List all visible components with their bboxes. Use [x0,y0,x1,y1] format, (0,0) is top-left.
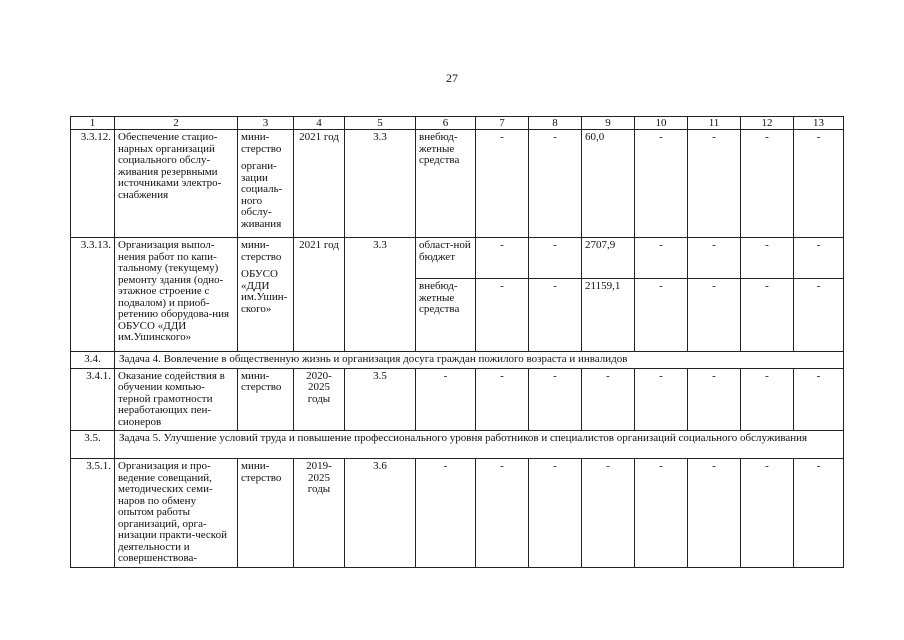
value-cell: - [476,130,529,238]
executor-cell [238,238,294,352]
item-number: 3.3.12. [71,130,115,238]
column-number: 5 [345,117,416,130]
value-cell: - [794,459,844,568]
activity-name: Обеспечение стацио-нарных организаций социального обслу-живания резервными источниками электро-снабжения [115,130,238,238]
value-cell: 2707,9 [582,238,635,279]
value-cell: - [529,368,582,431]
value-cell: - [741,459,794,568]
page-number: 27 [446,71,458,85]
executor-cell [238,130,294,238]
column-number: 8 [529,117,582,130]
executor-ministry: мини-стерство [241,131,282,155]
value-cell: - [741,279,794,352]
funding-source: област-ной бюджет [416,238,476,279]
task-number: 3.4. [71,352,115,369]
program-activities-table [70,116,844,568]
value-cell: - [794,279,844,352]
value-cell: - [635,238,688,279]
executor-ministry: мини-стерство [238,368,294,431]
value-cell: - [794,130,844,238]
task-row [71,352,844,369]
value-cell: - [476,459,529,568]
value-cell: - [635,130,688,238]
table-row [71,130,844,238]
executor-ministry: мини-стерство [241,239,282,263]
activity-name: Оказание содействия в обучении компью-терной грамотности неработающих пен-сионеров [115,368,238,431]
value-cell: - [741,368,794,431]
table-row [71,459,844,568]
value-cell: - [476,238,529,279]
period: 2020-2025 годы [294,368,345,431]
indicator: 3.3 [345,238,416,352]
task-row [71,431,844,459]
column-number: 7 [476,117,529,130]
value-cell: - [582,368,635,431]
value-cell: - [635,459,688,568]
value-cell: - [794,238,844,279]
item-number: 3.5.1. [71,459,115,568]
value-cell: - [741,238,794,279]
value-cell: - [529,238,582,279]
column-number: 13 [794,117,844,130]
column-number: 6 [416,117,476,130]
value-cell: - [582,459,635,568]
value-cell: - [688,368,741,431]
value-cell: - [688,459,741,568]
task-title: Задача 4. Вовлечение в общественную жизнь и организация досуга граждан пожилого возраста и инвалидов [115,352,844,369]
column-number: 3 [238,117,294,130]
item-number: 3.3.13. [71,238,115,352]
value-cell: - [794,368,844,431]
item-number: 3.4.1. [71,368,115,431]
column-number: 9 [582,117,635,130]
period: 2021 год [294,238,345,352]
indicator: 3.6 [345,459,416,568]
funding-source: - [416,459,476,568]
activity-name: Организация выпол-нения работ по капи-тальному (текущему) ремонту здания (одно-этажное строение с подвалом) и приоб-ретению оборудова-ния ОБУСО «ДДИ им.Ушинского» [115,238,238,352]
column-number: 1 [71,117,115,130]
value-cell: - [688,279,741,352]
column-number: 12 [741,117,794,130]
activity-name: Организация и про-ведение совещаний, методических семи-наров по обмену опытом работы организаций, орга-низации практи-ческой деятельности и совершенствова- [115,459,238,568]
value-cell: - [688,130,741,238]
column-number: 10 [635,117,688,130]
value-cell: 21159,1 [582,279,635,352]
funding-source: внебюд-жетные средства [416,279,476,352]
value-cell: - [635,279,688,352]
column-number: 4 [294,117,345,130]
value-cell: - [741,130,794,238]
indicator: 3.5 [345,368,416,431]
executor-ministry: мини-стерство [238,459,294,568]
table-row [71,368,844,431]
task-title: Задача 5. Улучшение условий труда и повышение профессионального уровня работников и специалистов организаций социального обслуживания [115,431,844,459]
indicator: 3.3 [345,130,416,238]
value-cell: - [476,368,529,431]
value-cell: - [635,368,688,431]
value-cell: - [529,130,582,238]
column-number: 11 [688,117,741,130]
table-row [71,238,844,279]
column-number: 2 [115,117,238,130]
period: 2019-2025 годы [294,459,345,568]
executor-organizations: органи-зации социаль-ного обслу-живания [241,160,283,230]
value-cell: 60,0 [582,130,635,238]
value-cell: - [529,459,582,568]
value-cell: - [688,238,741,279]
value-cell: - [529,279,582,352]
funding-source: внебюд-жетные средства [416,130,476,238]
value-cell: - [476,279,529,352]
task-number: 3.5. [71,431,115,459]
column-number-row [71,117,844,130]
executor-institution: ОБУСО «ДДИ им.Ушин-ского» [241,268,288,315]
period: 2021 год [294,130,345,238]
funding-source: - [416,368,476,431]
